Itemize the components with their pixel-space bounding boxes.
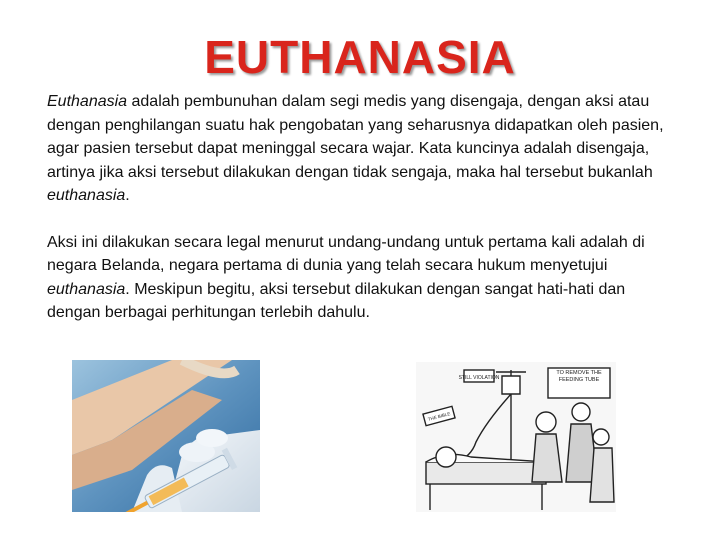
term-euthanasia: Euthanasia	[47, 93, 128, 110]
term-euthanasia: euthanasia	[47, 280, 126, 298]
term-euthanasia: euthanasia	[47, 187, 126, 204]
paragraph-legal	[47, 231, 677, 325]
paragraph-definition-end: .	[125, 187, 130, 204]
cartoon-sign-wrapper	[550, 370, 608, 398]
body-text	[47, 90, 677, 348]
cartoon-label-paper: THE BIBLE	[427, 411, 451, 422]
paragraph-definition-text: adalah pembunuhan dalam segi medis yang disengaja, dengan aksi atau dengan penghilangan suatu hak pengobatan yang seharusnya didapatkan oleh pasien, agar pasien tersebut dapat meninggal secara wajar. Kata kuncinya adalah disengaja, artinya jika aksi tersebut dilakukan dengan tidak sengaja, maka hal tersebut bukanlah	[47, 93, 664, 181]
injection-photo-art	[72, 360, 260, 512]
paragraph-legal-end: . Meskipun begitu, aksi tersebut dilakukan dengan sangat hati-hati dan dengan berbagai perhitungan terlebih dahulu.	[47, 280, 626, 321]
euthanasia-cartoon	[416, 362, 616, 512]
page-title: EUTHANASIA	[204, 31, 516, 83]
paragraph-definition	[47, 90, 677, 208]
cartoon-label-sign: TO REMOVE THE FEEDING TUBE	[556, 370, 602, 383]
euthanasia-cartoon-art	[416, 362, 616, 512]
cartoon-label-top: STILL VIOLATION	[458, 375, 500, 381]
injection-photo	[72, 360, 260, 512]
paragraph-legal-text: Aksi ini dilakukan secara legal menurut undang-undang untuk pertama kali adalah di negara Belanda, negara pertama di dunia yang telah secara hukum menyetujui	[47, 233, 645, 274]
